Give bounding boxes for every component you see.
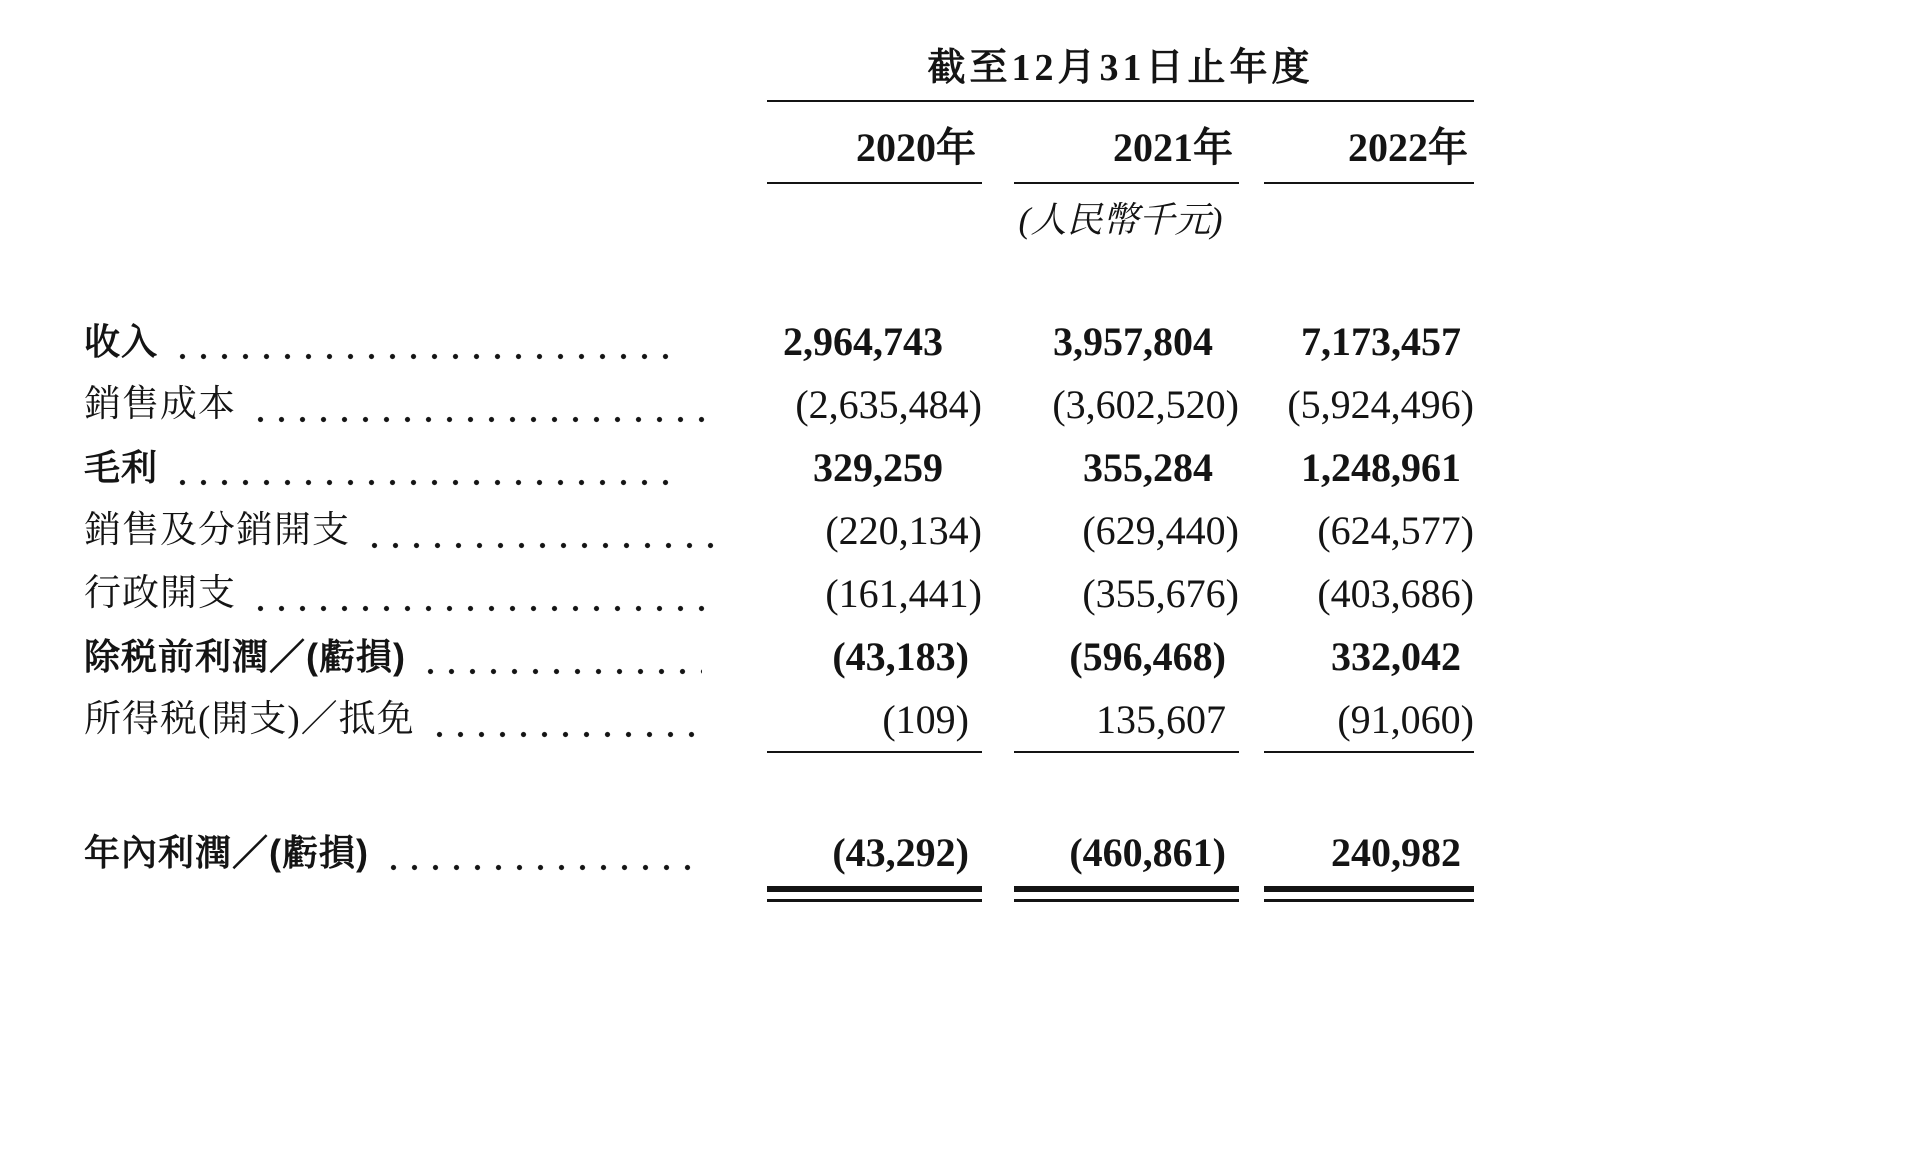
table-row — [84, 436, 1474, 499]
header-spacer — [84, 198, 767, 242]
value-cell-2021: (629,440) — [1082, 508, 1239, 553]
dot-leader — [172, 436, 676, 499]
header-spacer — [84, 102, 767, 184]
subtotal-rule-line — [767, 751, 982, 753]
value-cell-2022: 332,042 — [1331, 634, 1461, 679]
value-cell-2021: (355,676) — [1082, 571, 1239, 616]
year-column-header-2020 — [767, 102, 982, 184]
subtotal-rule-line — [1264, 751, 1474, 753]
value-cell-2021: (596,468) — [1069, 634, 1226, 679]
value-cell-2020: 2,964,743 — [783, 319, 943, 364]
table-row — [84, 625, 1474, 688]
row-label-cell — [84, 625, 754, 688]
rule-spacer — [84, 886, 767, 902]
value-cell-2022: 240,982 — [1331, 830, 1461, 875]
row-label: 銷售成本 — [84, 384, 236, 425]
table-row — [84, 499, 1474, 562]
value-cell-2020: (109) — [882, 697, 969, 742]
table-body — [84, 310, 1474, 902]
value-cell-2020: (43,292) — [832, 830, 969, 875]
value-cell-2021: (3,602,520) — [1052, 382, 1239, 427]
value-cell-2022: 1,248,961 — [1301, 445, 1461, 490]
row-label: 行政開支 — [84, 573, 236, 614]
table-row — [84, 821, 1474, 884]
row-label-cell — [84, 373, 767, 436]
total-double-rule — [84, 886, 1474, 902]
table-row — [84, 688, 1474, 751]
value-cell-2022: (91,060) — [1337, 697, 1474, 742]
value-cell-2021: 3,957,804 — [1053, 319, 1213, 364]
header-spacer — [84, 44, 767, 102]
year-label: 2020年 — [856, 125, 976, 170]
dot-leader — [250, 373, 715, 436]
row-label-cell — [84, 562, 767, 625]
row-label: 所得税(開支)／抵免 — [84, 699, 415, 740]
year-header-row — [84, 102, 1474, 184]
row-label: 毛利 — [84, 447, 159, 488]
value-cell-2020: (161,441) — [825, 571, 982, 616]
value-cell-2021: 135,607 — [1096, 697, 1226, 742]
value-cell-2022: (624,577) — [1317, 508, 1474, 553]
value-cell-2022: (5,924,496) — [1287, 382, 1474, 427]
total-double-rule-line — [767, 886, 982, 902]
subtotal-rule-line — [1014, 751, 1239, 753]
value-cell-2020: (43,183) — [832, 634, 969, 679]
total-double-rule-line — [1014, 886, 1239, 902]
unit-note-row — [84, 198, 1474, 242]
dot-leader — [364, 499, 715, 562]
row-label: 除税前利潤／(虧損) — [84, 636, 406, 677]
value-cell-2022: (403,686) — [1317, 571, 1474, 616]
row-label-cell — [84, 436, 728, 499]
dot-leader — [172, 310, 676, 373]
value-cell-2020: (220,134) — [825, 508, 982, 553]
value-cell-2021: 355,284 — [1083, 445, 1213, 490]
row-label: 銷售及分銷開支 — [84, 510, 350, 551]
subtotal-rule — [84, 751, 1474, 753]
row-label-cell — [84, 310, 728, 373]
dot-leader — [429, 688, 702, 751]
year-label: 2021年 — [1113, 125, 1233, 170]
year-label: 2022年 — [1348, 125, 1468, 170]
dot-leader — [383, 821, 702, 884]
row-label-cell — [84, 821, 754, 884]
row-label: 年內利潤／(虧損) — [84, 832, 369, 873]
total-double-rule-line — [1264, 886, 1474, 902]
income-statement-table — [84, 0, 1474, 902]
year-column-header-2021 — [1014, 102, 1239, 184]
unit-note: (人民幣千元) — [1018, 200, 1223, 240]
year-column-header-2022 — [1264, 102, 1474, 184]
table-row — [84, 373, 1474, 436]
period-header-row — [84, 0, 1474, 102]
value-cell-2020: (2,635,484) — [795, 382, 982, 427]
dot-leader — [250, 562, 715, 625]
value-cell-2021: (460,861) — [1069, 830, 1226, 875]
table-row — [84, 562, 1474, 625]
row-label-cell — [84, 688, 754, 751]
period-header: 截至12月31日止年度 — [767, 44, 1474, 102]
table-row — [84, 310, 1474, 373]
rule-spacer — [84, 751, 767, 753]
row-label-cell — [84, 499, 767, 562]
value-cell-2020: 329,259 — [813, 445, 943, 490]
dot-leader — [420, 625, 702, 688]
value-cell-2022: 7,173,457 — [1301, 319, 1461, 364]
row-label: 收入 — [84, 321, 159, 362]
